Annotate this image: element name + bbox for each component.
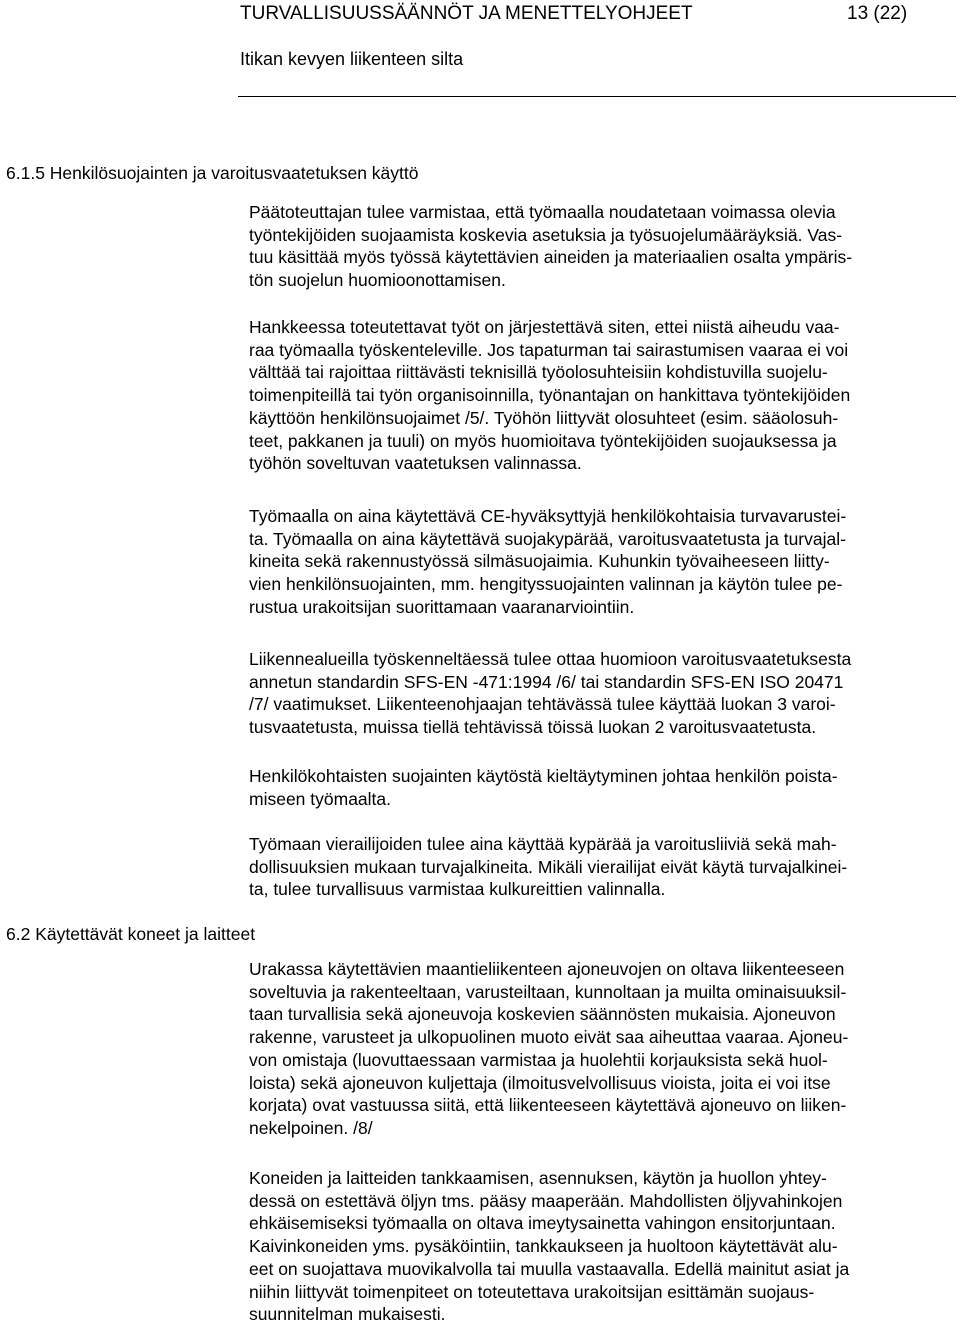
text-line: Työmaan vierailijoiden tulee aina käyttää kypärää ja varoitusliiviä sekä mah- — [249, 834, 837, 854]
text-line: dollisuuksien mukaan turvajalkineita. Mikäli vierailijat eivät käytä turvajalkinei- — [249, 856, 848, 877]
text-line: niihin liittyvät toimenpiteet on toteutettava urakoitsijan esittämän suojaus- — [249, 1281, 815, 1302]
text-line: soveltuvia ja rakenteeltaan, varusteiltaan, kunnoltaan ja muilta ominaisuuksil- — [249, 981, 847, 1002]
header-divider — [238, 96, 956, 97]
text-line: Henkilökohtaisten suojainten käytöstä kieltäytyminen johtaa henkilön poista- — [249, 766, 838, 786]
paragraph — [249, 1167, 849, 1326]
text-line: rustua urakoitsijan suorittamaan vaaranarviointiin. — [249, 596, 635, 617]
text-line: ehkäisemiseksi työmaalla on oltava imeytysainetta vahingon ensitorjuntaan. — [249, 1213, 836, 1234]
text-line: Liikennealueilla työskenneltäessä tulee ottaa huomioon varoitusvaatetuksesta — [249, 649, 852, 669]
text-line: Hankkeessa toteutettavat työt on järjestettävä siten, ettei niistä aiheudu vaa- — [249, 317, 840, 337]
text-line: raa työmaalla työskenteleville. Jos tapaturman tai sairastumisen vaaraa ei voi — [249, 339, 849, 360]
text-line: dessä on estettävä öljyn tms. pääsy maaperään. Mahdollisten öljyvahinkojen — [249, 1190, 843, 1211]
text-line: /7/ vaatimukset. Liikenteenohjaajan tehtävässä tulee käyttää luokan 3 varoi- — [249, 694, 836, 715]
text-line: Päätoteuttajan tulee varmistaa, että työmaalla noudatetaan voimassa olevia — [249, 202, 836, 222]
paragraph — [249, 201, 852, 292]
text-line: eet on suojattava muovikalvolla tai muulla vastaavalla. Edellä mainitut asiat ja — [249, 1258, 850, 1279]
section-heading-6-1-5: 6.1.5 Henkilösuojainten ja varoitusvaatetuksen käyttö — [6, 163, 419, 183]
text-line: työhön soveltuvan vaatetuksen valinnassa. — [249, 453, 582, 474]
text-line: teet, pakkanen ja tuuli) on myös huomioitava työntekijöiden suojauksessa ja — [249, 430, 837, 451]
text-line: Työmaalla on aina käytettävä CE-hyväksyttyjä henkilökohtaisia turvavarustei- — [249, 506, 847, 526]
paragraph — [249, 765, 838, 810]
text-line: tön suojelun huomioonottamisen. — [249, 270, 506, 291]
text-line: työntekijöiden suojaamista koskevia asetuksia ja työsuojelumääräyksiä. Vas- — [249, 224, 843, 245]
text-line: välttää tai rajoittaa riittävästi teknisillä työolosuhteisiin kohdistuvilla suojelu- — [249, 362, 828, 383]
paragraph — [249, 648, 851, 739]
text-line: nekelpoinen. /8/ — [249, 1117, 373, 1138]
text-line: ta. Työmaalla on aina käytettävä suojakypärää, varoitusvaatetusta ja turvajal- — [249, 528, 846, 549]
text-line: Urakassa käytettävien maantieliikenteen ajoneuvojen on oltava liikenteeseen — [249, 959, 845, 979]
text-line: kineita sekä rakennustyössä silmäsuojaimia. Kuhunkin työvaiheeseen liitty- — [249, 551, 830, 572]
paragraph — [249, 316, 850, 475]
document-subtitle: Itikan kevyen liikenteen silta — [240, 49, 464, 69]
paragraph — [249, 958, 848, 1140]
text-line: annetun standardin SFS-EN -471:1994 /6/ tai standardin SFS-EN ISO 20471 — [249, 671, 844, 692]
paragraph — [249, 505, 846, 619]
text-line: käyttöön henkilönsuojaimet /5/. Työhön liittyvät olosuhteet (esim. sääolosuh- — [249, 407, 839, 428]
text-line: von omistaja (luovuttaessaan varmistaa ja huolehtii korjauksista sekä huol- — [249, 1049, 828, 1070]
text-line: toimenpiteillä tai työn organisoinnilla, työnantajan on hankittava työntekijöiden — [249, 385, 851, 406]
page-number: 13 (22) — [847, 3, 908, 24]
text-line: miseen työmaalta. — [249, 788, 392, 809]
text-line: loista) sekä ajoneuvon kuljettaja (ilmoitusvelvollisuus vioista, joita ei voi itse — [249, 1072, 831, 1093]
text-line: ta, tulee turvallisuus varmistaa kulkureittien valinnalla. — [249, 879, 666, 900]
text-line: suunnitelman mukaisesti. — [249, 1304, 446, 1325]
document-title: TURVALLISUUSSÄÄNNÖT JA MENETTELYOHJEET — [240, 3, 693, 24]
text-line: rakenne, varusteet ja ulkopuolinen muoto eivät saa aiheuttaa vaaraa. Ajoneu- — [249, 1027, 849, 1048]
paragraph — [249, 833, 847, 901]
text-line: Koneiden ja laitteiden tankkaamisen, asennuksen, käytön ja huollon yhtey- — [249, 1168, 827, 1188]
text-line: tusvaatetusta, muissa tiellä tehtävissä töissä luokan 2 varoitusvaatetusta. — [249, 717, 817, 738]
text-line: tuu käsittää myös työssä käytettävien aineiden ja materiaalien osalta ympäris- — [249, 247, 853, 268]
text-line: taan turvallisia sekä ajoneuvoja koskevien säännösten mukaisia. Ajoneuvon — [249, 1004, 836, 1025]
text-line: vien henkilönsuojainten, mm. hengityssuojainten valinnan ja käytön tulee pe- — [249, 574, 843, 595]
text-line: Kaivinkoneiden yms. pysäköintiin, tankkaukseen ja huoltoon käytettävät alu- — [249, 1236, 838, 1257]
text-line: korjata) ovat vastuussa siitä, että liikenteeseen käytettävä ajoneuvo on liiken- — [249, 1095, 847, 1116]
section-heading-6-2: 6.2 Käytettävät koneet ja laitteet — [6, 924, 256, 944]
